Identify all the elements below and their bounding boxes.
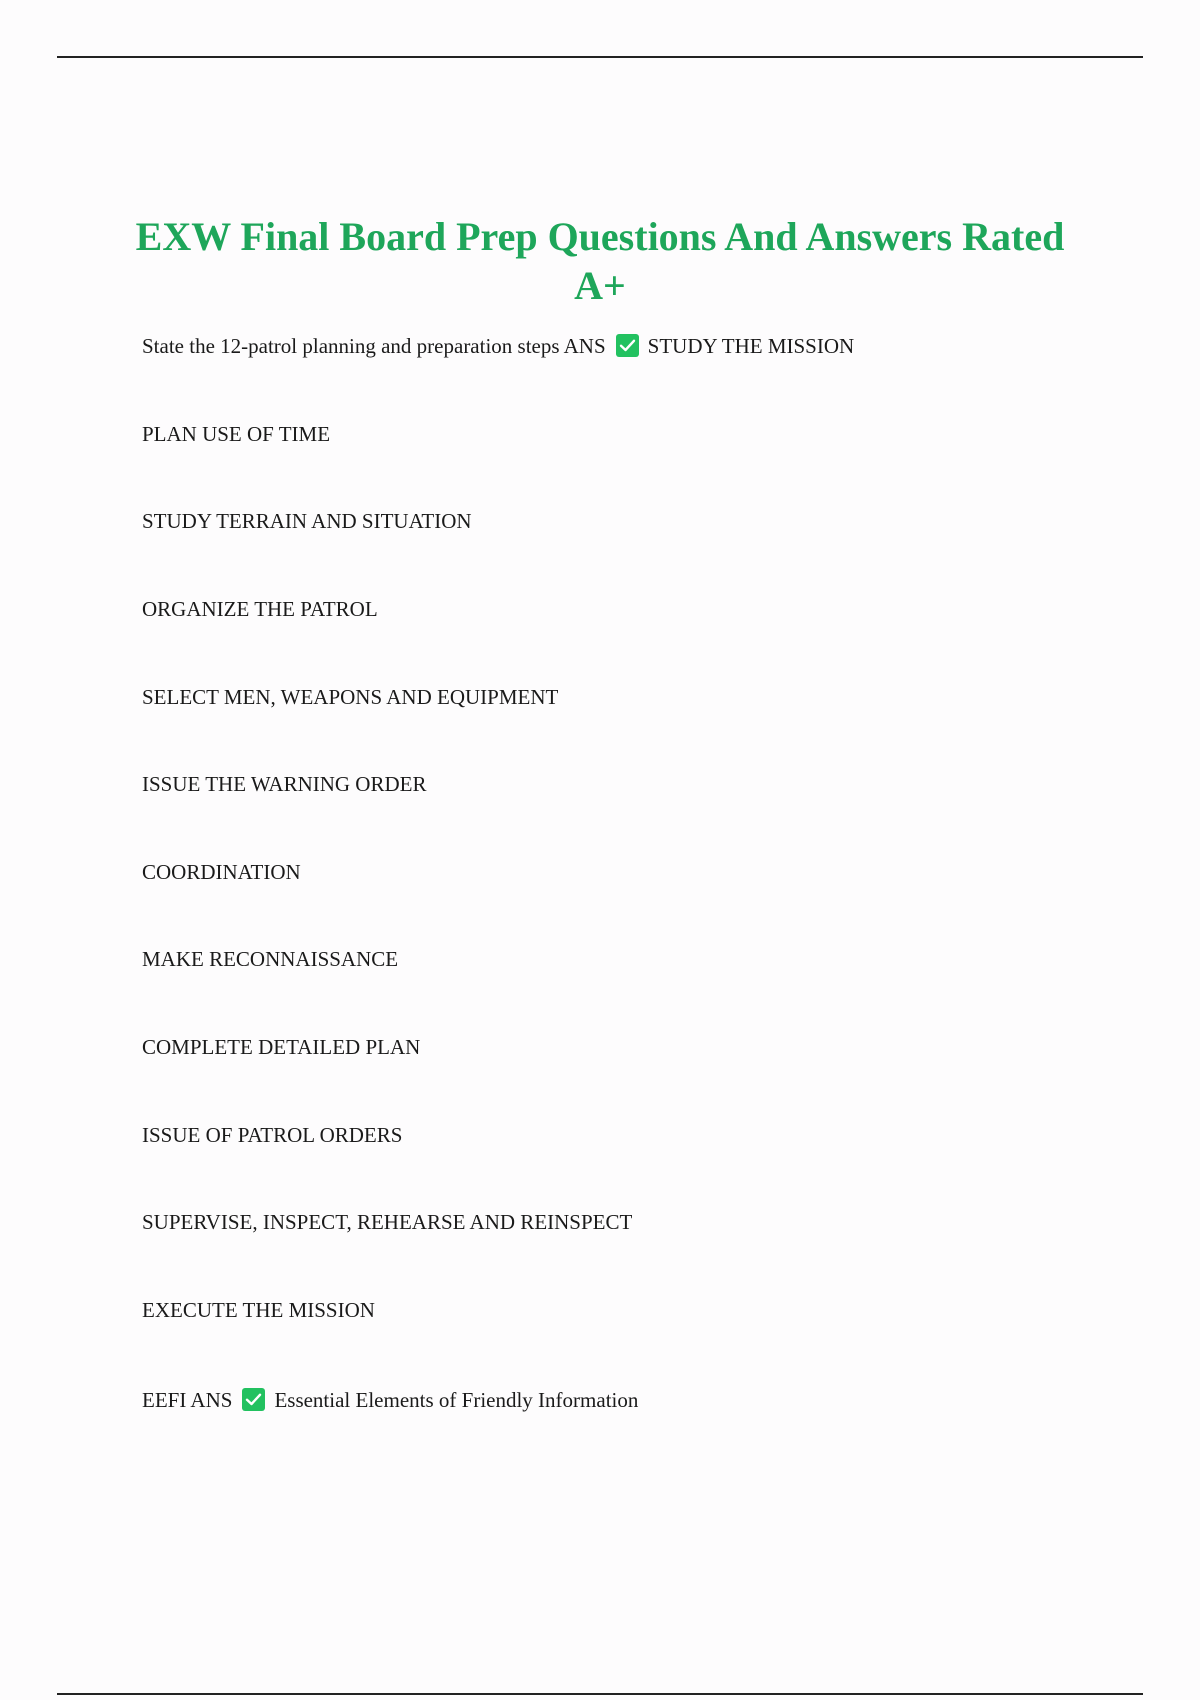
question-text: State the 12-patrol planning and preparation steps ANS (142, 334, 606, 358)
question-text: EEFI ANS (142, 1388, 233, 1412)
step-line: ORGANIZE THE PATROL (142, 597, 378, 621)
step-line: STUDY TERRAIN AND SITUATION (142, 509, 472, 533)
step-line: SELECT MEN, WEAPONS AND EQUIPMENT (142, 685, 559, 709)
step-line: ISSUE OF PATROL ORDERS (142, 1123, 403, 1147)
answer-text: STUDY THE MISSION (647, 334, 855, 358)
check-mark-icon (242, 1388, 265, 1411)
step-line: SUPERVISE, INSPECT, REHEARSE AND REINSPECT (142, 1210, 633, 1234)
answer-text: Essential Elements of Friendly Information (274, 1388, 639, 1412)
check-mark-icon (616, 334, 639, 357)
document-title: EXW Final Board Prep Questions And Answers Rated A+ (135, 214, 1065, 308)
step-line: ISSUE THE WARNING ORDER (142, 772, 427, 796)
bottom-rule (57, 1693, 1143, 1695)
step-line: PLAN USE OF TIME (142, 422, 331, 446)
step-line: COORDINATION (142, 860, 301, 884)
step-line: EXECUTE THE MISSION (142, 1298, 375, 1322)
top-rule (57, 56, 1143, 58)
qa-line-2 (142, 1387, 638, 1413)
step-line: COMPLETE DETAILED PLAN (142, 1035, 421, 1059)
qa-line-1 (142, 333, 854, 359)
step-line: MAKE RECONNAISSANCE (142, 947, 399, 971)
